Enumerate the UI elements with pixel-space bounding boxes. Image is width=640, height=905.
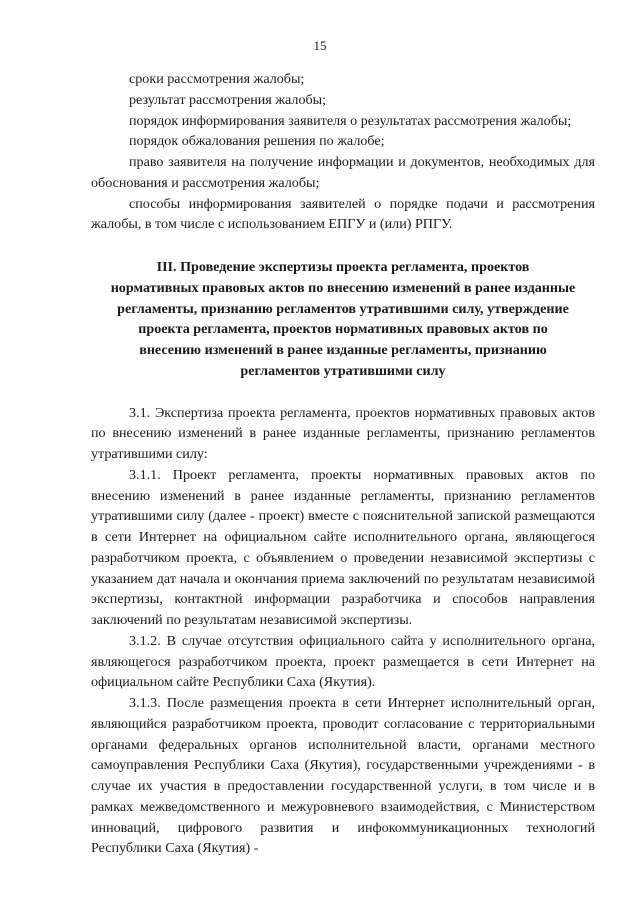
paragraph: 3.1. Экспертиза проекта регламента, проектов нормативных правовых актов по внесению изменений в ранее изданные регламенты, признанию регламентов утратившими силу: — [91, 404, 595, 462]
list-item: право заявителя на получение информации и документов, необходимых для обоснования и рассмотрения жалобы; — [91, 154, 595, 191]
list-item: сроки рассмотрения жалобы; — [129, 71, 305, 87]
page-number: 15 — [313, 38, 327, 53]
paragraph: 3.1.1. Проект регламента, проекты нормативных правовых актов по внесению изменений в ранее изданные регламенты, признанию регламентов утратившими силу (далее - проект) вместе с пояснительной запиской размещаются в сети Интернет на официальном сайте исполнительного органа, являющегося разработчиком проекта, с объявлением о проведении независимой экспертизы с указанием дат начала и окончания приема заключений по результатам независимой экспертизы, контактной информации разработчика и способов направления заключений по результатам независимой экспертизы. — [91, 466, 595, 628]
paragraph: 3.1.3. После размещения проекта в сети Интернет исполнительный орган, являющийся разработчиком проекта, проводит согласование с территориальными органами федеральных органов исполнительной власти, органами местного самоуправления Республики Саха (Якутия), государственными учреждениями - в случае их участия в предоставлении государственной услуги, в том числе и в рамках межведомственного и межуровневого взаимодействия, с Министерством инноваций, цифрового развития и инфокоммуникационных технологий Республики Саха (Якутия) - — [91, 695, 595, 857]
section-heading-line: нормативных правовых актов по внесению изменений в ранее изданные — [110, 279, 576, 296]
section-paragraphs — [91, 403, 595, 860]
complaint-details-list — [91, 69, 595, 235]
paragraph: 3.1.2. В случае отсутствия официального сайта у исполнительного органа, являющегося разработчиком проекта, проект размещается в сети Интернет на официальном сайте Республики Саха (Якутия). — [91, 632, 595, 691]
list-item: порядок обжалования решения по жалобе; — [129, 133, 385, 150]
list-item: результат рассмотрения жалобы; — [129, 91, 327, 108]
document-body — [91, 69, 595, 859]
list-item: способы информирования заявителей о порядке подачи и рассмотрения жалобы, в том числе с использованием ЕПГУ и (или) РПГУ. — [91, 195, 595, 233]
section-heading — [91, 257, 595, 382]
list-item: порядок информирования заявителя о результатах рассмотрения жалобы; — [129, 112, 572, 129]
section-heading-line: внесению изменений в ранее изданные регламенты, признанию — [139, 342, 547, 358]
section-heading-line: регламентов утратившими силу — [240, 362, 446, 379]
section-heading-line: проекта регламента, проектов нормативных правовых актов по — [138, 321, 548, 338]
section-heading-line: III. Проведение экспертизы проекта регламента, проектов — [156, 259, 530, 275]
section-heading-line: регламенты, признанию регламентов утратившими силу, утверждение — [117, 300, 569, 317]
